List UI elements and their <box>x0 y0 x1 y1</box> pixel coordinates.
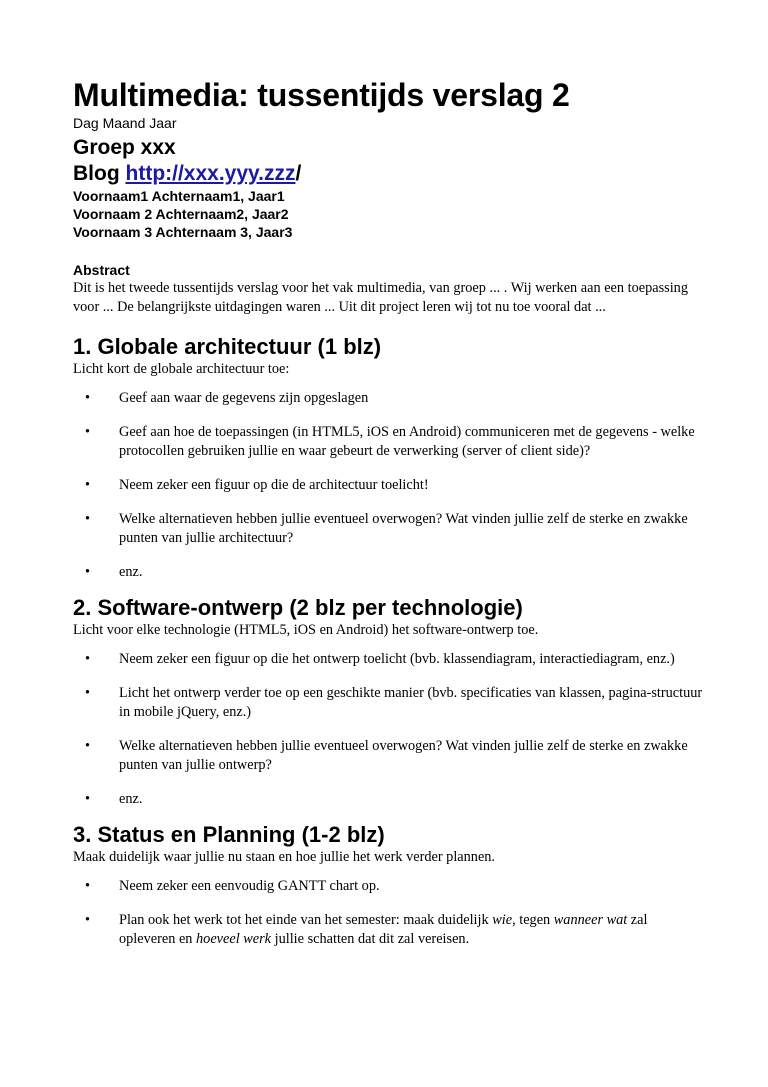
section-3-intro: Maak duidelijk waar jullie nu staan en hoe jullie het werk verder plannen. <box>73 849 496 865</box>
list-item: • Welke alternatieven hebben jullie eventueel overwogen? Wat vinden jullie zelf de sterke en zwakke punten van jullie architectuur? <box>85 511 688 546</box>
section-3-heading: 3. Status en Planning (1-2 blz) <box>73 822 385 847</box>
bullet-icon: • <box>85 390 91 406</box>
member-3: Voornaam 3 Achternaam 3, Jaar3 <box>73 224 293 240</box>
list-item: • Licht het ontwerp verder toe op een geschikte manier (bvb. specificaties van klassen, pagina-structuur in mobile jQuery, enz.) <box>85 685 703 720</box>
bullet-icon: • <box>85 651 91 667</box>
list-item: • enz. <box>85 564 143 580</box>
section-1-list <box>73 389 703 582</box>
bullet-icon: • <box>85 791 91 807</box>
section-3-list <box>73 877 703 949</box>
member-1: Voornaam1 Achternaam1, Jaar1 <box>73 188 285 204</box>
bullet-icon: • <box>85 511 91 527</box>
blog-line <box>73 161 703 187</box>
bullet-icon: • <box>85 424 91 440</box>
list-item: • Neem zeker een figuur op die de architectuur toelicht! <box>85 477 429 493</box>
group-name: Groep xxx <box>73 136 176 159</box>
document-title: Multimedia: tussentijds verslag 2 <box>73 77 570 113</box>
section-2-intro: Licht voor elke technologie (HTML5, iOS en Android) het software-ontwerp toe. <box>73 622 539 638</box>
bullet-icon: • <box>85 912 91 928</box>
blog-label: Blog <box>73 162 126 185</box>
list-item: • Plan ook het werk tot het einde van het semester: maak duidelijk wie, tegen wanneer wat zal opleveren en hoeveel werk jullie schatten dat dit zal vereisen. <box>85 912 648 947</box>
blog-link[interactable]: http://xxx.yyy.zzz <box>125 162 296 185</box>
blog-suffix: / <box>295 162 302 185</box>
section-2-list <box>73 650 703 809</box>
list-item: • Welke alternatieven hebben jullie eventueel overwogen? Wat vinden jullie zelf de sterke en zwakke punten van jullie ontwerp? <box>85 738 688 773</box>
bullet-icon: • <box>85 564 91 580</box>
bullet-icon: • <box>85 477 91 493</box>
list-item: • Neem zeker een figuur op die het ontwerp toelicht (bvb. klassendiagram, interactiediagram, enz.) <box>85 651 675 667</box>
abstract-text: Dit is het tweede tussentijds verslag voor het vak multimedia, van groep ... . Wij werken aan een toepassing voor ... De belangrijkste uitdagingen waren ... Uit dit project leren wij tot nu toe vooral dat ... <box>73 280 688 315</box>
document-page <box>73 76 703 949</box>
bullet-icon: • <box>85 738 91 754</box>
bullet-icon: • <box>85 685 91 701</box>
section-1-intro: Licht kort de globale architectuur toe: <box>73 361 290 377</box>
member-2: Voornaam 2 Achternaam2, Jaar2 <box>73 206 289 222</box>
list-item: • Geef aan hoe de toepassingen (in HTML5, iOS en Android) communiceren met de gegevens - welke protocollen gebruiken jullie en waar gebeurt de verwerking (server of client side)? <box>85 424 695 459</box>
document-date: Dag Maand Jaar <box>73 115 177 131</box>
section-2-heading: 2. Software-ontwerp (2 blz per technologie) <box>73 595 523 620</box>
list-item: • enz. <box>85 791 143 807</box>
list-item: • Geef aan waar de gegevens zijn opgeslagen <box>85 390 369 406</box>
section-1-heading: 1. Globale architectuur (1 blz) <box>73 334 382 359</box>
bullet-icon: • <box>85 878 91 894</box>
list-item: • Neem zeker een eenvoudig GANTT chart op. <box>85 878 380 894</box>
abstract-heading: Abstract <box>73 262 130 278</box>
